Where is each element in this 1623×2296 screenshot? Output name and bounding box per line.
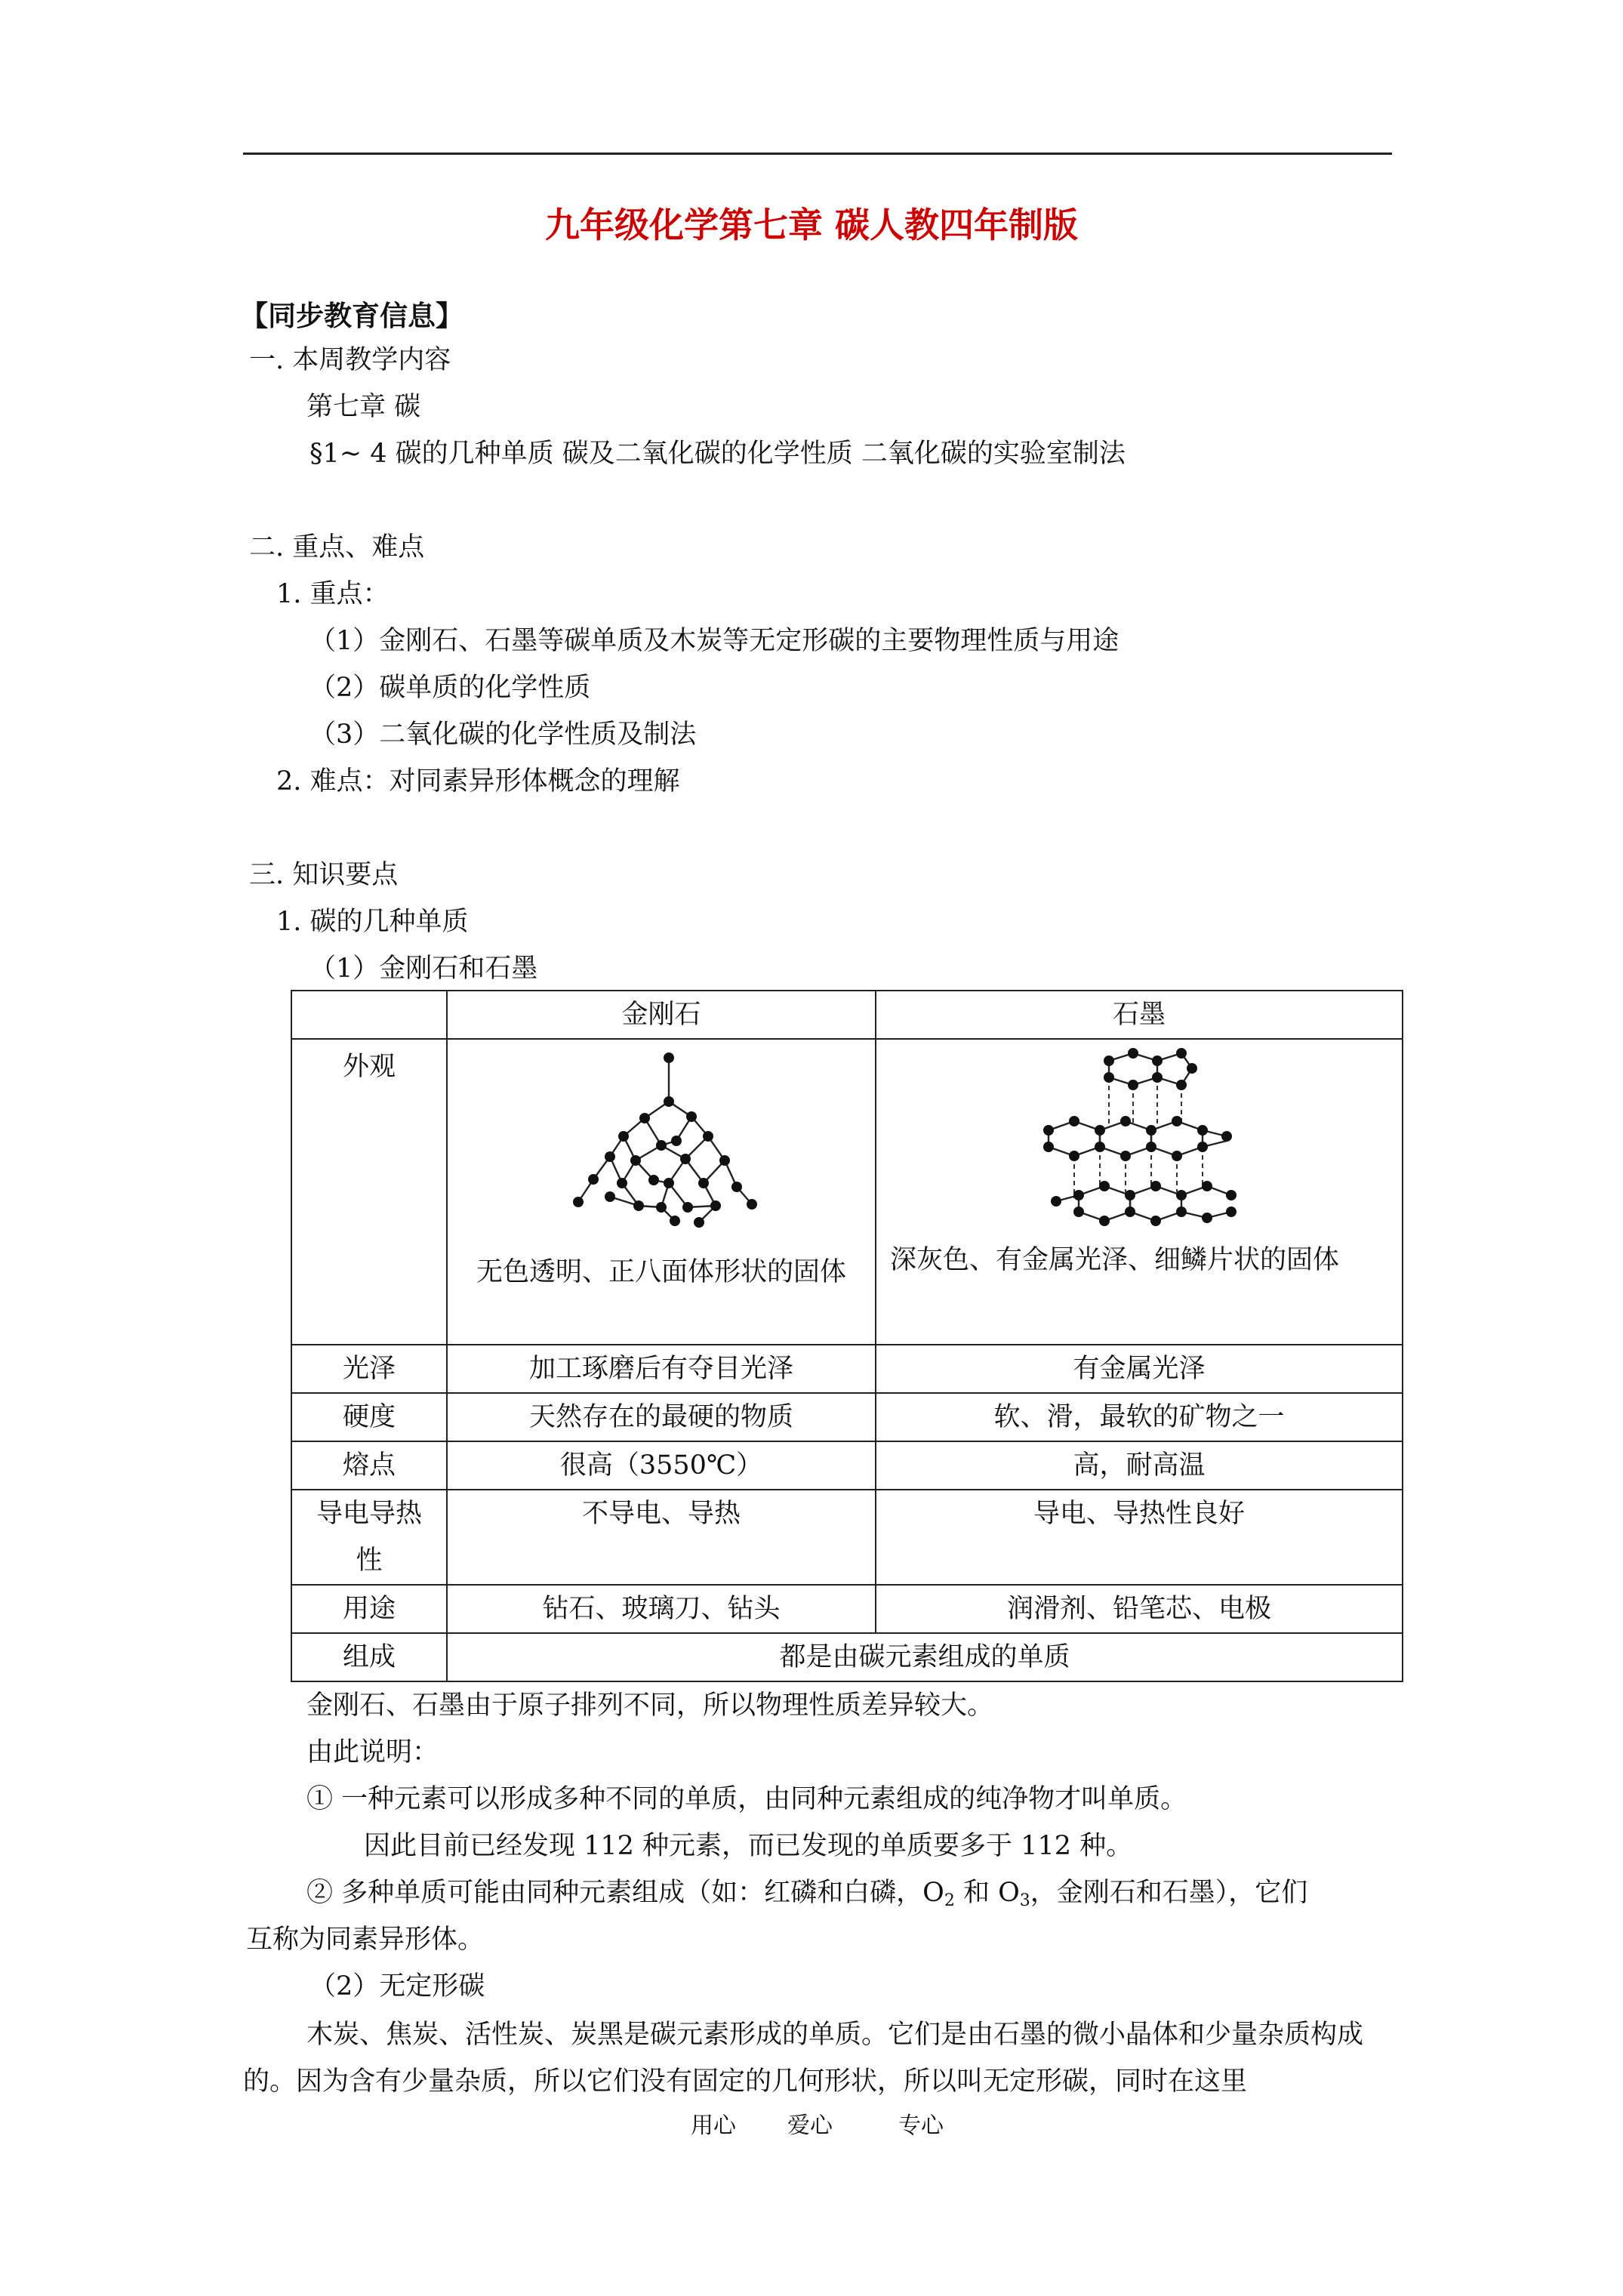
point-2-text-a: ② 多种单质可能由同种元素组成（如：红磷和白磷，O (306, 1878, 944, 1908)
diamond-cell: 钻石、玻璃刀、钻头 (447, 1585, 876, 1633)
after-table-line-2: 由此说明： (306, 1737, 439, 1767)
point-2-text-c: ，金刚石和石墨），它们 (1030, 1878, 1308, 1908)
diamond-cell: 很高（3550℃） (447, 1441, 876, 1490)
sub-1-heading: （1）金刚石和石墨 (310, 954, 538, 984)
point-2-text-b: 和 O (954, 1878, 1020, 1908)
point-2 (306, 1880, 1307, 1909)
row-label-text: 导电导热性 (316, 1499, 422, 1576)
difficulty-line: 2. 难点：对同素异形体概念的理解 (276, 766, 680, 797)
item-1-heading: 1. 碳的几种单质 (276, 907, 469, 937)
point-1b: 因此目前已经发现 112 种元素，而已发现的单质要多于 112 种。 (364, 1831, 1133, 1861)
graphite-cell: 润滑剂、铅笔芯、电极 (876, 1585, 1403, 1633)
graphite-cell: 软、滑，最软的矿物之一 (876, 1393, 1403, 1441)
footer-item: 用心 (691, 2113, 736, 2139)
subscript-2: 2 (944, 1891, 955, 1910)
section-3-heading: 三. 知识要点 (249, 860, 399, 890)
row-label-appearance: 外观 (291, 1039, 447, 1345)
table-row (291, 1393, 1403, 1441)
row-label: 硬度 (291, 1393, 447, 1441)
key-points-label: 1. 重点： (276, 579, 390, 609)
sub-2-heading: （2）无定形碳 (310, 1971, 485, 2002)
subscript-3: 3 (1019, 1891, 1030, 1910)
graphite-structure-image (1033, 1047, 1245, 1228)
diamond-appearance-text: 无色透明、正八面体形状的固体 (476, 1257, 846, 1287)
footer-item: 爱心 (787, 2113, 833, 2139)
key-point-2: （2）碳单质的化学性质 (310, 673, 591, 703)
diamond-graphite-table (291, 990, 1403, 1682)
table-header-row (291, 991, 1403, 1039)
point-1: ① 一种元素可以形成多种不同的单质，由同种元素组成的纯净物才叫单质。 (306, 1784, 1187, 1814)
graphite-cell: 有金属光泽 (876, 1345, 1403, 1393)
table-row (291, 1345, 1403, 1393)
table-corner-cell (291, 991, 447, 1039)
section-header: 【同步教育信息】 (240, 300, 463, 332)
row-label: 光泽 (291, 1345, 447, 1393)
key-point-1: （1）金刚石、石墨等碳单质及木炭等无定形碳的主要物理性质与用途 (310, 626, 1119, 656)
row-label: 熔点 (291, 1441, 447, 1490)
graphite-appearance-cell (876, 1039, 1403, 1345)
table-row (291, 1490, 1403, 1585)
table-row-appearance (291, 1039, 1403, 1345)
row-label-composition: 组成 (291, 1633, 447, 1681)
composition-cell: 都是由碳元素组成的单质 (447, 1633, 1403, 1681)
table-header-graphite: 石墨 (876, 991, 1403, 1039)
graphite-cell: 导电、导热性良好 (876, 1490, 1403, 1585)
diamond-cell: 不导电、导热 (447, 1490, 876, 1585)
footer-item: 专心 (898, 2113, 944, 2139)
table-row (291, 1441, 1403, 1490)
diamond-appearance-cell (447, 1039, 876, 1345)
diamond-cell: 加工琢磨后有夺目光泽 (447, 1345, 876, 1393)
key-point-3: （3）二氧化碳的化学性质及制法 (310, 720, 697, 750)
table-row (291, 1585, 1403, 1633)
after-table-line-1: 金刚石、石墨由于原子排列不同，所以物理性质差异较大。 (306, 1690, 994, 1721)
row-label (291, 1490, 447, 1585)
graphite-appearance-text: 深灰色、有金属光泽、细鳞片状的固体 (890, 1245, 1340, 1275)
page-title: 九年级化学第七章 碳人教四年制版 (544, 205, 1078, 245)
table-row-composition (291, 1633, 1403, 1681)
chapter-line: 第七章 碳 (306, 392, 421, 422)
table-header-diamond: 金刚石 (447, 991, 876, 1039)
section-2-heading: 二. 重点、难点 (249, 532, 425, 562)
row-label: 用途 (291, 1585, 447, 1633)
topics-line: §1~ 4 碳的几种单质 碳及二氧化碳的化学性质 二氧化碳的实验室制法 (310, 439, 1126, 469)
point-2-continued: 互称为同素异形体。 (246, 1925, 485, 1955)
diamond-cell: 天然存在的最硬的物质 (447, 1393, 876, 1441)
amorphous-carbon-paragraph: 木炭、焦炭、活性炭、炭黑是碳元素形成的单质。它们是由石墨的微小晶体和少量杂质构成的。因为含有少量杂质，所以它们没有固定的几何形状，所以叫无定形碳，同时在这里 (243, 2020, 1364, 2097)
section-1-heading: 一. 本周教学内容 (249, 345, 451, 375)
header-rule (243, 153, 1392, 155)
diamond-structure-image (548, 1047, 775, 1228)
graphite-cell: 高，耐高温 (876, 1441, 1403, 1490)
